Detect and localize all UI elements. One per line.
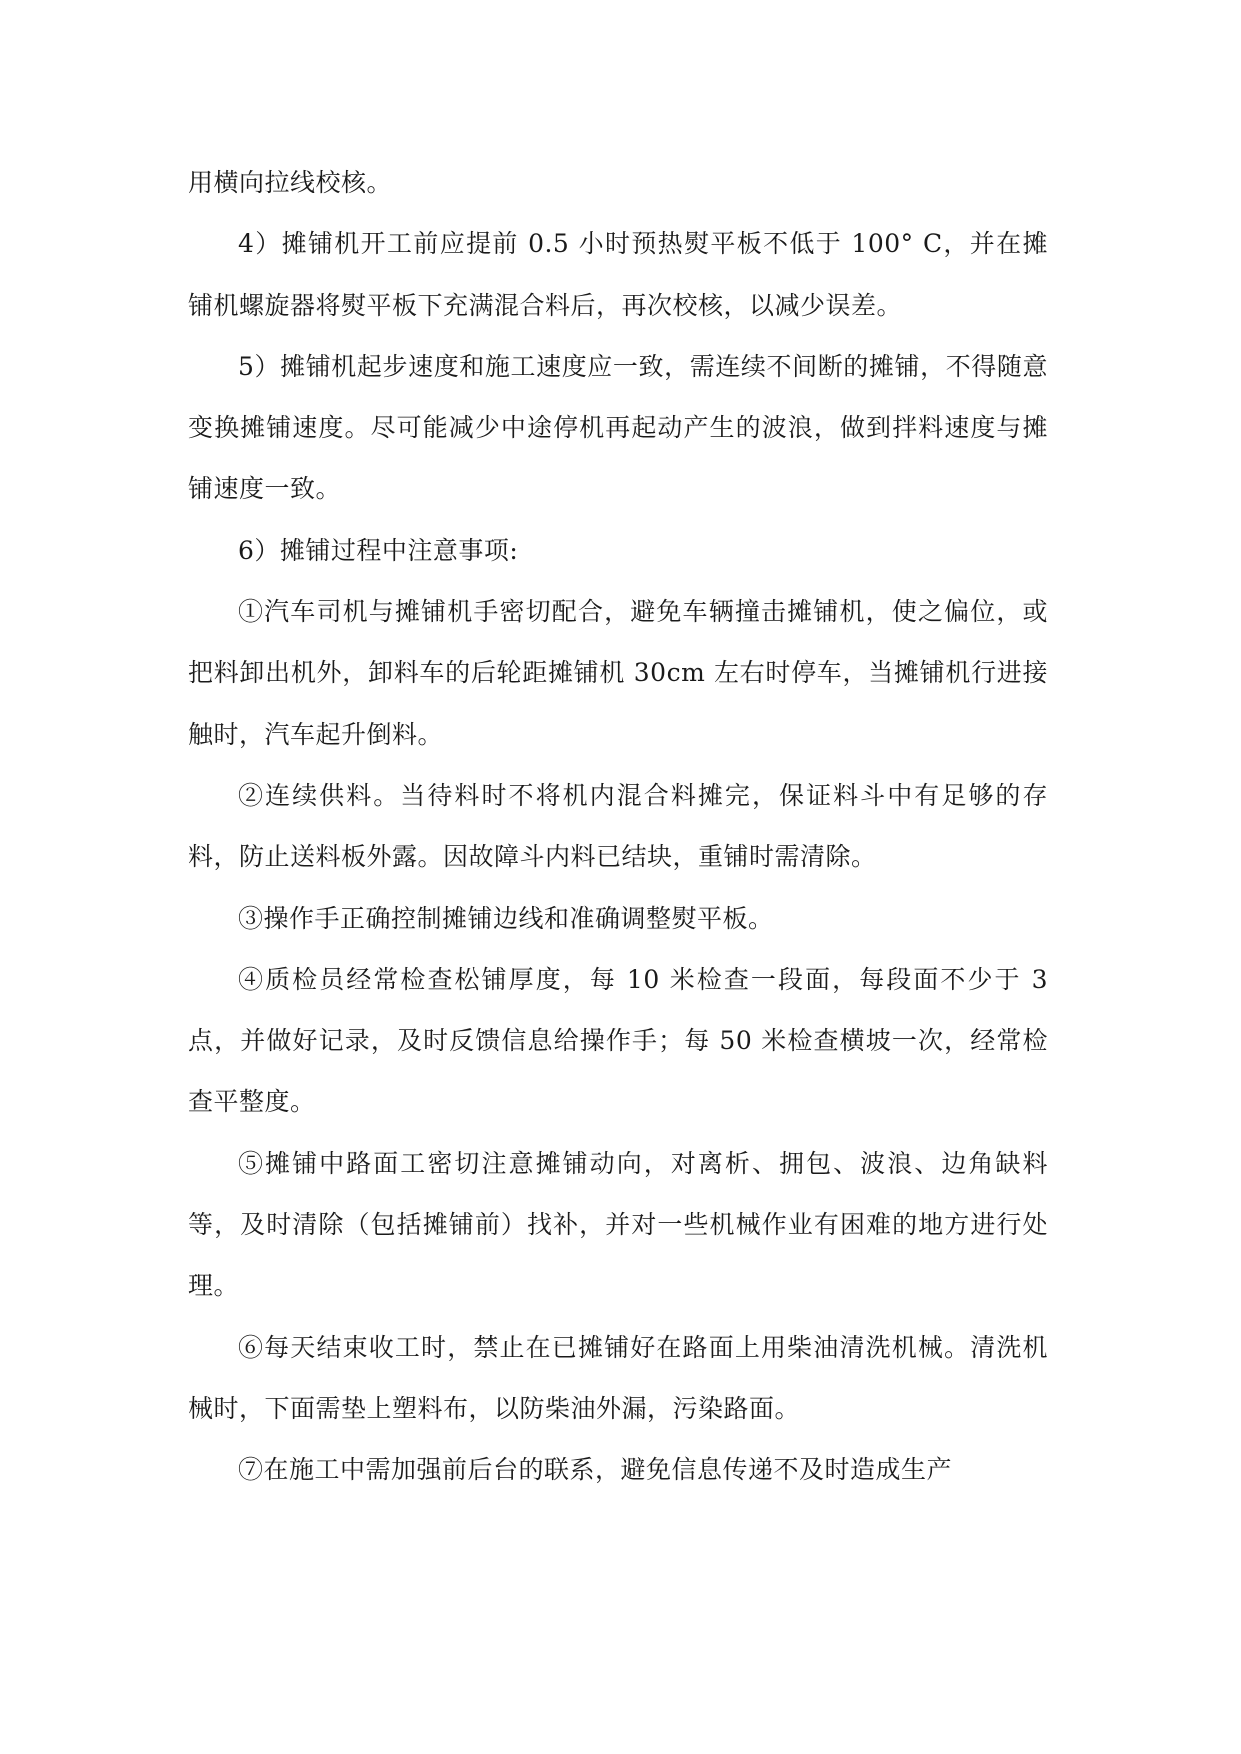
paragraph-continuation: 用横向拉线校核。 (188, 168, 393, 197)
paragraph-subitem-7: ⑦在施工中需加强前后台的联系，避免信息传递不及时造成生产 (238, 1455, 953, 1485)
paragraph-subitem-5: ⑤摊铺中路面工密切注意摊铺动向，对离析、拥包、波浪、边角缺料等，及时清除（包括摊铺前）找补，并对一些机械作业有困难的地方进行处理。 (188, 1148, 1048, 1301)
paragraph-item-5: 5）摊铺机起步速度和施工速度应一致，需连续不间断的摊铺，不得随意变换摊铺速度。尽可能减少中途停机再起动产生的波浪，做到拌料速度与摊铺速度一致。 (188, 351, 1048, 504)
paragraph-subitem-2: ②连续供料。当待料时不将机内混合料摊完，保证料斗中有足够的存料，防止送料板外露。因故障斗内料已结块，重铺时需清除。 (188, 780, 1048, 872)
paragraph-item-4: 4）摊铺机开工前应提前 0.5 小时预热熨平板不低于 100° C，并在摊铺机螺旋器将熨平板下充满混合料后，再次校核，以减少误差。 (188, 229, 1048, 320)
paragraph-item-6-heading: 6）摊铺过程中注意事项: (238, 535, 519, 565)
paragraph-subitem-6: ⑥每天结束收工时，禁止在已摊铺好在路面上用柴油清洗机械。清洗机械时，下面需垫上塑料布，以防柴油外漏，污染路面。 (188, 1332, 1048, 1423)
paragraph-subitem-1: ①汽车司机与摊铺机手密切配合，避免车辆撞击摊铺机，使之偏位，或把料卸出机外，卸料车的后轮距摊铺机 30cm 左右时停车，当摊铺机行进接触时，汽车起升倒料。 (188, 597, 1048, 749)
paragraph-subitem-3: ③操作手正确控制摊铺边线和准确调整熨平板。 (238, 903, 774, 933)
document-body (188, 152, 1048, 1501)
paragraph-subitem-4: ④质检员经常检查松铺厚度，每 10 米检查一段面，每段面不少于 3 点，并做好记录，及时反馈信息给操作手；每 50 米检查横坡一次，经常检查平整度。 (188, 964, 1048, 1117)
